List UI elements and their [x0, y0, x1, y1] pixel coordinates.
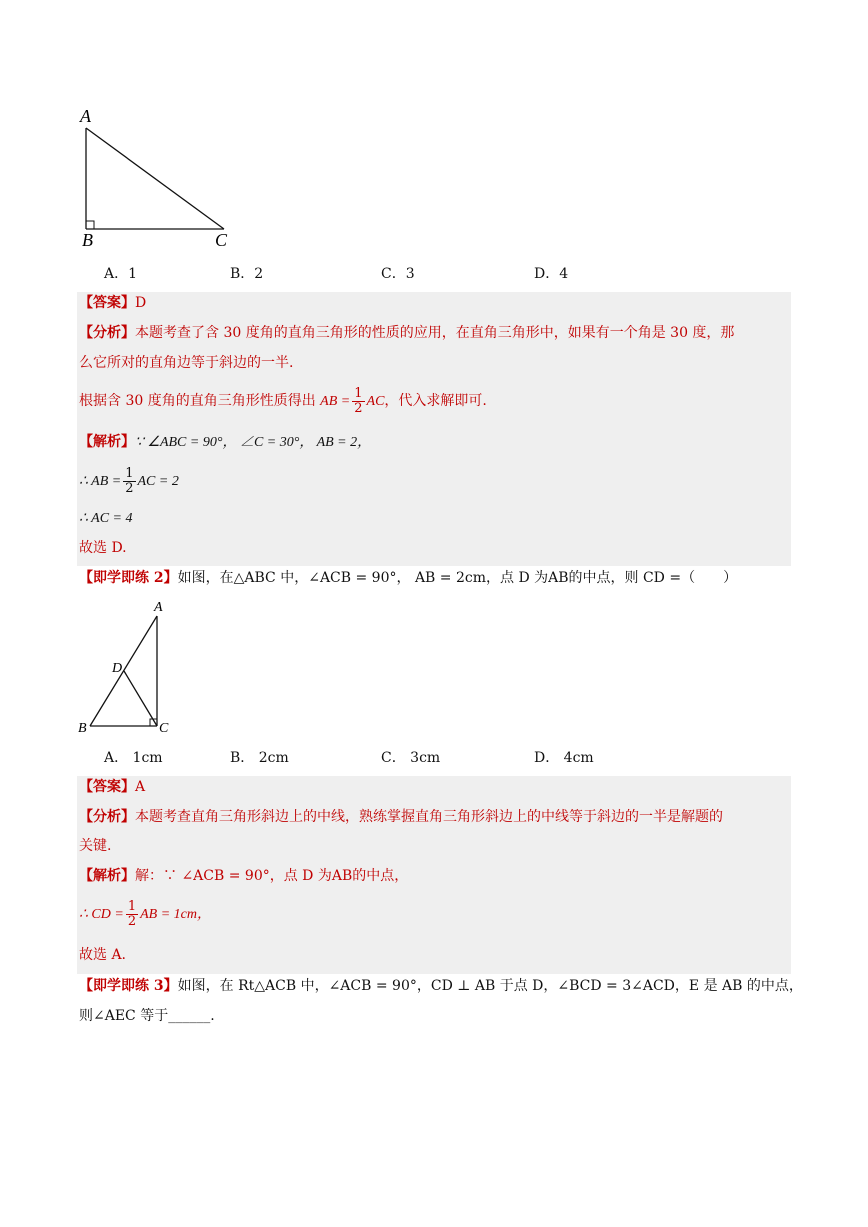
q1-analysis-line2: 么它所对的直角边等于斜边的一半.: [79, 355, 294, 371]
solution-text: 解：∵ ∠ACB = 90°，点 D 为AB的中点，: [135, 868, 409, 884]
solution-tag: 【解析】: [79, 434, 135, 450]
option-b: B． 2cm: [230, 750, 289, 766]
q2-conclusion: 故选 A.: [79, 947, 127, 963]
solution-tag: 【解析】: [79, 868, 135, 884]
fraction-one-half: [352, 387, 364, 416]
equation-right: AC: [366, 394, 385, 409]
q3-stem: [79, 977, 803, 995]
fraction-denominator: 2: [125, 480, 134, 496]
answer-tag: 【答案】: [79, 779, 135, 795]
option-a: A． 1cm: [104, 750, 163, 766]
solution-eq-right: AC = 2: [137, 474, 179, 489]
q2-stem-text: 如图，在△ABC 中，∠ACB = 90°， AB = 2cm，点 D 为AB的中点，则 CD =（ ）: [177, 570, 738, 586]
analysis-text-pre: 根据含 30 度角的直角三角形性质得出: [79, 393, 321, 409]
solution-text: ∵ ∠ABC = 90°， ∠C = 30°， AB = 2，: [135, 435, 372, 450]
q1-solution-line3: ∴ AC = 4: [79, 511, 133, 526]
fraction-denominator: 2: [354, 400, 363, 416]
q2-stem: [79, 569, 737, 587]
figure-right-triangle-abc: [70, 100, 250, 250]
vertex-label-a: A: [80, 106, 91, 126]
q2-solution-line2: [79, 897, 211, 932]
q1-answer: [79, 294, 146, 312]
vertex-label-b: B: [82, 230, 93, 250]
q1-solution-line2: [79, 464, 179, 499]
figure-right-triangle-median: [74, 596, 194, 741]
fraction-numerator: 1: [354, 385, 363, 401]
solution-eq-right: AB = 1cm，: [140, 907, 211, 922]
solution-eq-left: ∴ AB =: [79, 474, 122, 489]
fraction-numerator: 1: [125, 465, 134, 481]
fraction-numerator: 1: [127, 898, 137, 914]
vertex-label-c: C: [215, 230, 228, 250]
q1-solution-line1: [79, 433, 371, 452]
option-c: C．3: [381, 266, 415, 282]
vertex-label-d: D: [112, 661, 123, 676]
vertex-label-a: A: [154, 600, 163, 615]
q2-solution-line1: [79, 867, 408, 885]
q1-conclusion: 故选 D.: [79, 540, 127, 556]
analysis-text: 本题考查直角三角形斜边上的中线，熟练掌握直角三角形斜边上的中线等于斜边的一半是解题的: [135, 809, 723, 825]
answer-value: A: [135, 779, 146, 795]
q2-tag: 【即学即练 2】: [79, 570, 178, 586]
option-d: D． 4cm: [534, 750, 594, 766]
q3-stem-line2: 则∠AEC 等于______.: [79, 1008, 215, 1024]
equation-left: AB =: [320, 394, 351, 409]
q2-analysis-line1: [79, 808, 723, 826]
analysis-tag: 【分析】: [79, 809, 135, 825]
option-a: A．1: [104, 266, 138, 282]
solution-eq-left: ∴ CD =: [79, 907, 124, 922]
analysis-text: 本题考查了含 30 度角的直角三角形的性质的应用，在直角三角形中，如果有一个角是 30 度，那: [135, 325, 735, 341]
vertex-label-c: C: [159, 721, 169, 736]
answer-value: D: [135, 295, 147, 311]
analysis-text-post: ，代入求解即可.: [384, 393, 487, 409]
q1-analysis-line1: [79, 324, 734, 342]
analysis-tag: 【分析】: [79, 325, 135, 341]
vertex-label-b: B: [78, 721, 87, 736]
q1-analysis-line3: [79, 384, 487, 419]
q2-analysis-line2: 关键.: [79, 838, 112, 854]
option-d: D．4: [534, 266, 569, 282]
fraction-one-half: [123, 467, 135, 496]
q3-stem-text: 如图，在 Rt△ACB 中，∠ACB = 90°，CD ⊥ AB 于点 D，∠BCD = 3∠ACD，E 是 AB 的中点，: [177, 978, 803, 994]
option-c: C． 3cm: [381, 750, 441, 766]
option-b: B．2: [230, 266, 264, 282]
q2-answer: [79, 778, 145, 796]
fraction-one-half: [126, 900, 138, 929]
answer-tag: 【答案】: [79, 295, 135, 311]
fraction-denominator: 2: [127, 913, 137, 929]
q3-tag: 【即学即练 3】: [79, 978, 178, 994]
